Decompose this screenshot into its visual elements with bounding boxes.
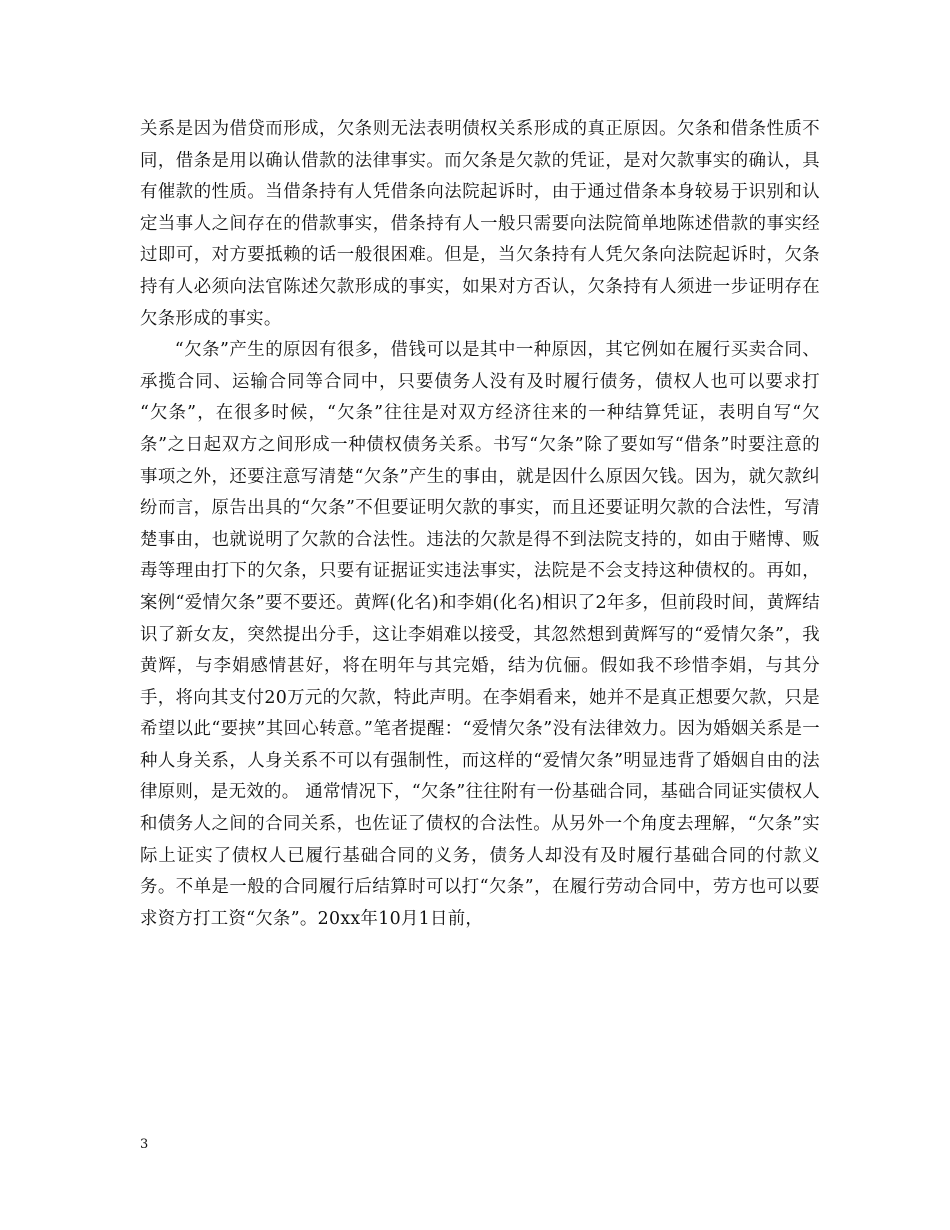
page-number: 3 [140, 1137, 149, 1152]
paragraph-iou-reasons: “欠条”产生的原因有很多，借钱可以是其中一种原因，其它例如在履行买卖合同、承揽合同、运输合同等合同中，只要债务人没有及时履行债务，债权人也可以要求打 “欠条”，在很多时候，“欠条”往往是对双方经济往来的一种结算凭证，表明自写“欠条”之日起双方之间形成一种债权债务关系。书写“欠条”除了要如写“借条”时要注意的事项之外，还要注意写清楚“欠条”产生的事由，就是因什么原因欠钱。因为，就欠款纠纷而言，原告出具的“欠条”不但要证明欠款的事实，而且还要证明欠款的合法性，写清楚事由，也就说明了欠款的合法性。违法的欠款是得不到法院支持的，如由于赌博、贩毒等理由打下的欠条，只要有证据证实违法事实，法院是不会支持这种债权的。再如，案例“爱情欠条”要不要还。黄辉(化名)和李娟(化名)相识了2年多，但前段时间，黄辉结识了新女友，突然提出分手，这让李娟难以接受，其忽然想到黄辉写的“爱情欠条”，我黄辉，与李娟感情甚好，将在明年与其完婚，结为伉俪。假如我不珍惜李娟，与其分手，将向其支付20万元的欠款，特此声明。在李娟看来，她并不是真正想要欠款，只是希望以此“要挟”其回心转意。”笔者提醒：“爱情欠条”没有法律效力。因为婚姻关系是一种人身关系，人身关系不可以有强制性，而这样的“爱情欠条”明显违背了婚姻自由的法律原则，是无效的。 通常情况下，“欠条”往往附有一份基础合同，基础合同证实债权人和债务人之间的合同关系，也佐证了债权的合法性。从另外一个角度去理解，“欠条”实际上证实了债权人已履行基础合同的义务，债务人却没有及时履行基础合同的付款义务。不单是一般的合同履行后结算时可以打“欠条”，在履行劳动合同中，劳方也可以要求资方打工资“欠条”。20xx年10月1日前， [140, 340, 820, 929]
paragraph-continuation: 关系是因为借贷而形成，欠条则无法表明债权关系形成的真正原因。欠条和借条性质不同，借条是用以确认借款的法律事实。而欠条是欠款的凭证，是对欠款事实的确认，具有催款的性质。当借条持有人凭借条向法院起诉时，由于通过借条本身较易于识别和认定当事人之间存在的借款事实，借条持有人一般只需要向法院简单地陈述借款的事实经过即可，对方要抵赖的话一般很困难。但是，当欠条持有人凭欠条向法院起诉时，欠条持有人必须向法官陈述欠款形成的事实，如果对方否认，欠条持有人须进一步证明存在欠条形成的事实。 [140, 119, 820, 329]
body-text [140, 114, 820, 935]
